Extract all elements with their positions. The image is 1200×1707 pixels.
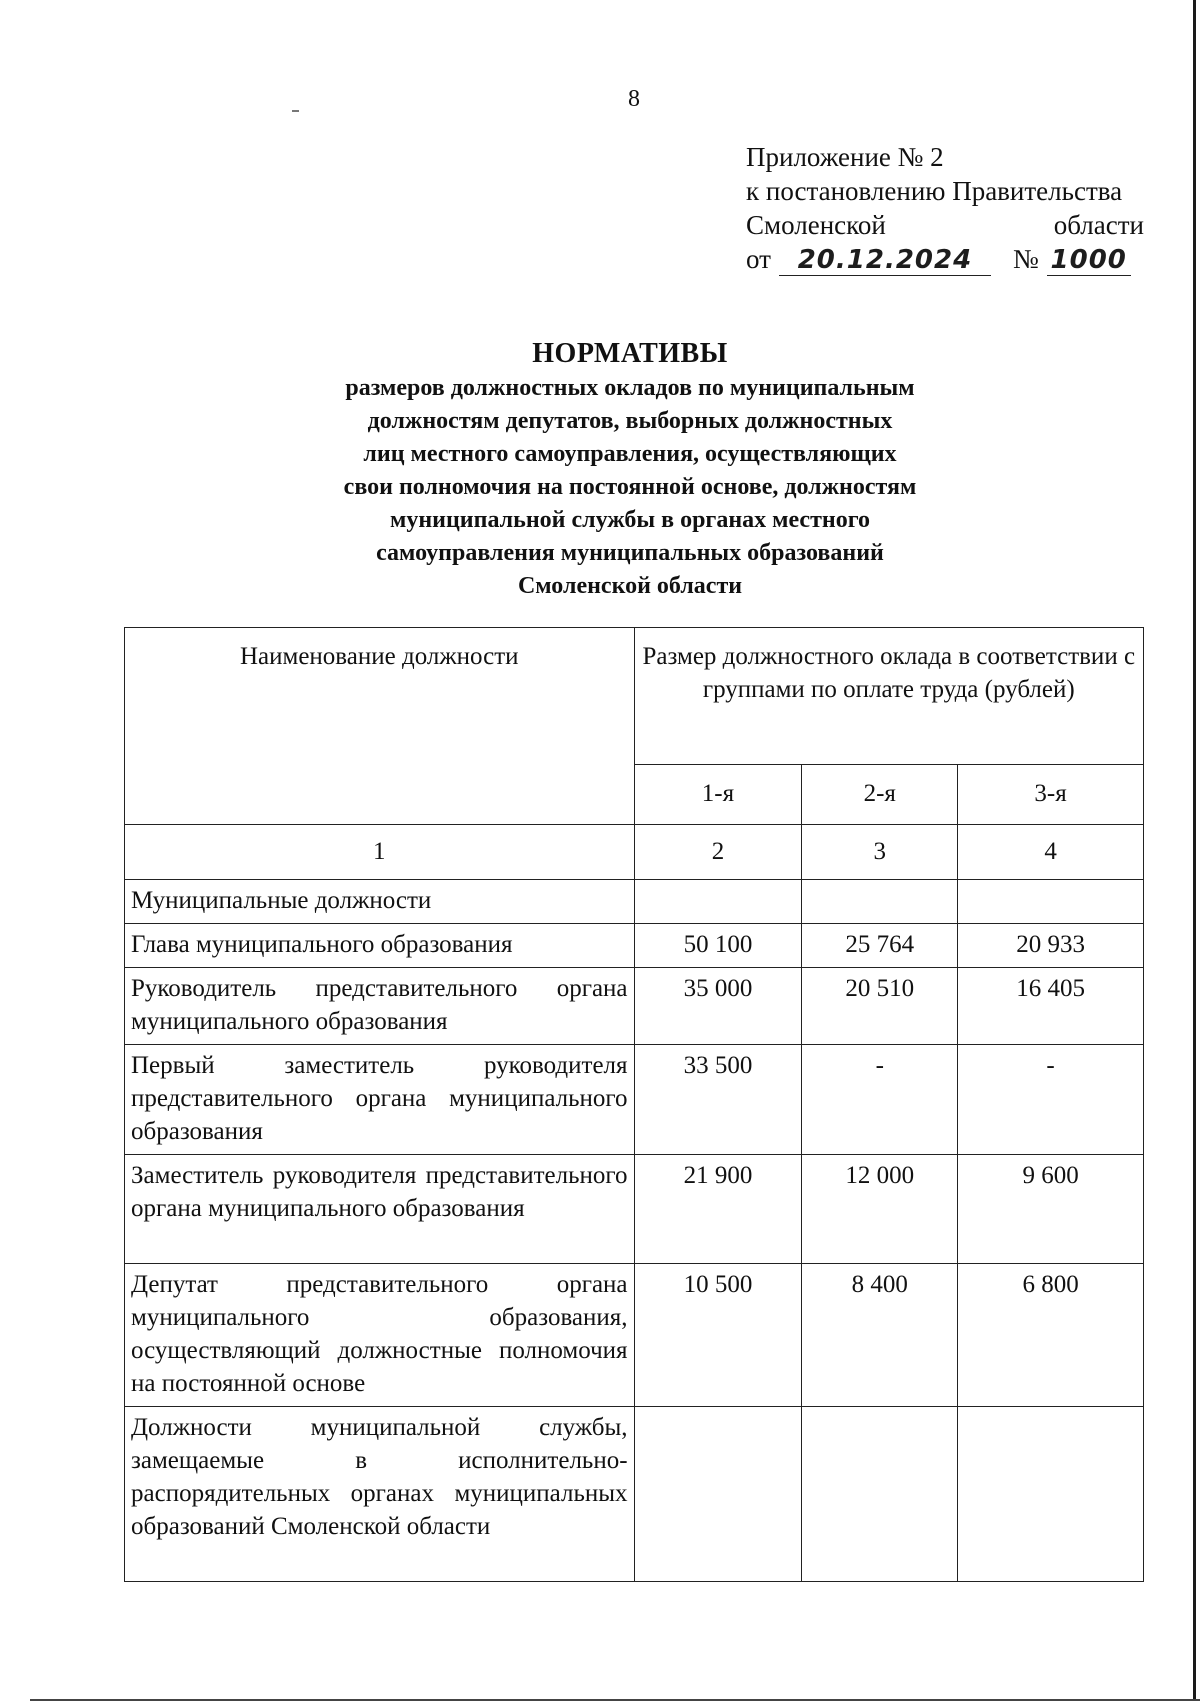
- salary-group-1: 35 000: [634, 968, 802, 1045]
- scan-speck: [292, 110, 299, 112]
- salary-group-2: 12 000: [802, 1155, 958, 1264]
- scan-right-edge: [1193, 0, 1196, 1700]
- salary-group-1: 33 500: [634, 1045, 802, 1155]
- table-header-row: [125, 628, 1144, 765]
- salary-group-1: 50 100: [634, 924, 802, 968]
- salary-group-3: 6 800: [958, 1264, 1144, 1407]
- salary-group-2: [802, 880, 958, 924]
- subtitle-line: должностям депутатов, выборных должностных: [367, 408, 893, 434]
- header-group-1: 1-я: [634, 765, 802, 825]
- subtitle-line: лиц местного самоуправления, осуществляющих: [363, 441, 897, 467]
- position-name: Глава муниципального образования: [125, 924, 635, 968]
- handwritten-date: 20.12.2024: [779, 245, 991, 276]
- subtitle-line: размеров должностных окладов по муниципальным: [345, 375, 915, 401]
- table-row: [125, 968, 1144, 1045]
- date-prefix: от: [746, 244, 771, 274]
- header-group-2: 2-я: [802, 765, 958, 825]
- appendix-date-line: [746, 242, 1144, 276]
- salary-group-3: [958, 880, 1144, 924]
- table-row: [125, 1407, 1144, 1582]
- table-row: [125, 1045, 1144, 1155]
- table-row: [125, 924, 1144, 968]
- table-row: [125, 1264, 1144, 1407]
- appendix-line-3: [746, 208, 1144, 242]
- salary-group-3: -: [958, 1045, 1144, 1155]
- position-name: Должности муниципальной службы, замещаемые в исполнительно-распорядительных органах муниципальных образований Смоленской области: [125, 1407, 635, 1582]
- header-position-name: Наименование должности: [125, 628, 635, 825]
- document-title-block: [230, 336, 1030, 603]
- appendix-region: Смоленской: [746, 210, 886, 240]
- appendix-block: [746, 140, 1144, 276]
- salary-group-3: 16 405: [958, 968, 1144, 1045]
- scan-bottom-edge: [30, 1699, 1200, 1701]
- position-name: Заместитель руководителя представительного органа муниципального образования: [125, 1155, 635, 1264]
- salary-group-3: [958, 1407, 1144, 1582]
- subtitle-line: муниципальной службы в органах местного: [389, 507, 871, 533]
- column-number: 2: [634, 825, 802, 880]
- subtitle-line: самоуправления муниципальных образований: [376, 540, 884, 566]
- appendix-region-suffix: области: [1053, 210, 1144, 240]
- salary-group-1: [634, 880, 802, 924]
- position-name: Первый заместитель руководителя представительного органа муниципального образования: [125, 1045, 635, 1155]
- subtitle-line: Смоленской области: [517, 573, 743, 599]
- salary-group-2: -: [802, 1045, 958, 1155]
- salary-norms-table: [124, 627, 1144, 1582]
- salary-group-2: 25 764: [802, 924, 958, 968]
- number-sign: №: [1012, 244, 1039, 274]
- appendix-line-1: Приложение № 2: [746, 142, 944, 172]
- salary-group-2: [802, 1407, 958, 1582]
- page-number: 8: [628, 86, 640, 112]
- handwritten-number: 1000: [1047, 245, 1131, 276]
- table-row: [125, 880, 1144, 924]
- document-subtitle: [230, 372, 1030, 603]
- column-number: 1: [125, 825, 635, 880]
- salary-group-3: 20 933: [958, 924, 1144, 968]
- header-salary-size: Размер должностного оклада в соответствии с группами по оплате труда (рублей): [634, 628, 1143, 765]
- column-number-row: [125, 825, 1144, 880]
- salary-group-3: 9 600: [958, 1155, 1144, 1264]
- position-name: Руководитель представительного органа муниципального образования: [125, 968, 635, 1045]
- table-row: [125, 1155, 1144, 1264]
- salary-group-2: 20 510: [802, 968, 958, 1045]
- document-title: НОРМАТИВЫ: [532, 338, 728, 369]
- position-name: Депутат представительного органа муниципального образования, осуществляющий должностные полномочия на постоянной основе: [125, 1264, 635, 1407]
- salary-group-1: 21 900: [634, 1155, 802, 1264]
- salary-group-2: 8 400: [802, 1264, 958, 1407]
- position-name: Муниципальные должности: [125, 880, 635, 924]
- column-number: 3: [802, 825, 958, 880]
- appendix-line-2: к постановлению Правительства: [746, 176, 1123, 206]
- salary-group-1: [634, 1407, 802, 1582]
- column-number: 4: [958, 825, 1144, 880]
- salary-group-1: 10 500: [634, 1264, 802, 1407]
- header-group-3: 3-я: [958, 765, 1144, 825]
- subtitle-line: свои полномочия на постоянной основе, должностям: [343, 474, 917, 500]
